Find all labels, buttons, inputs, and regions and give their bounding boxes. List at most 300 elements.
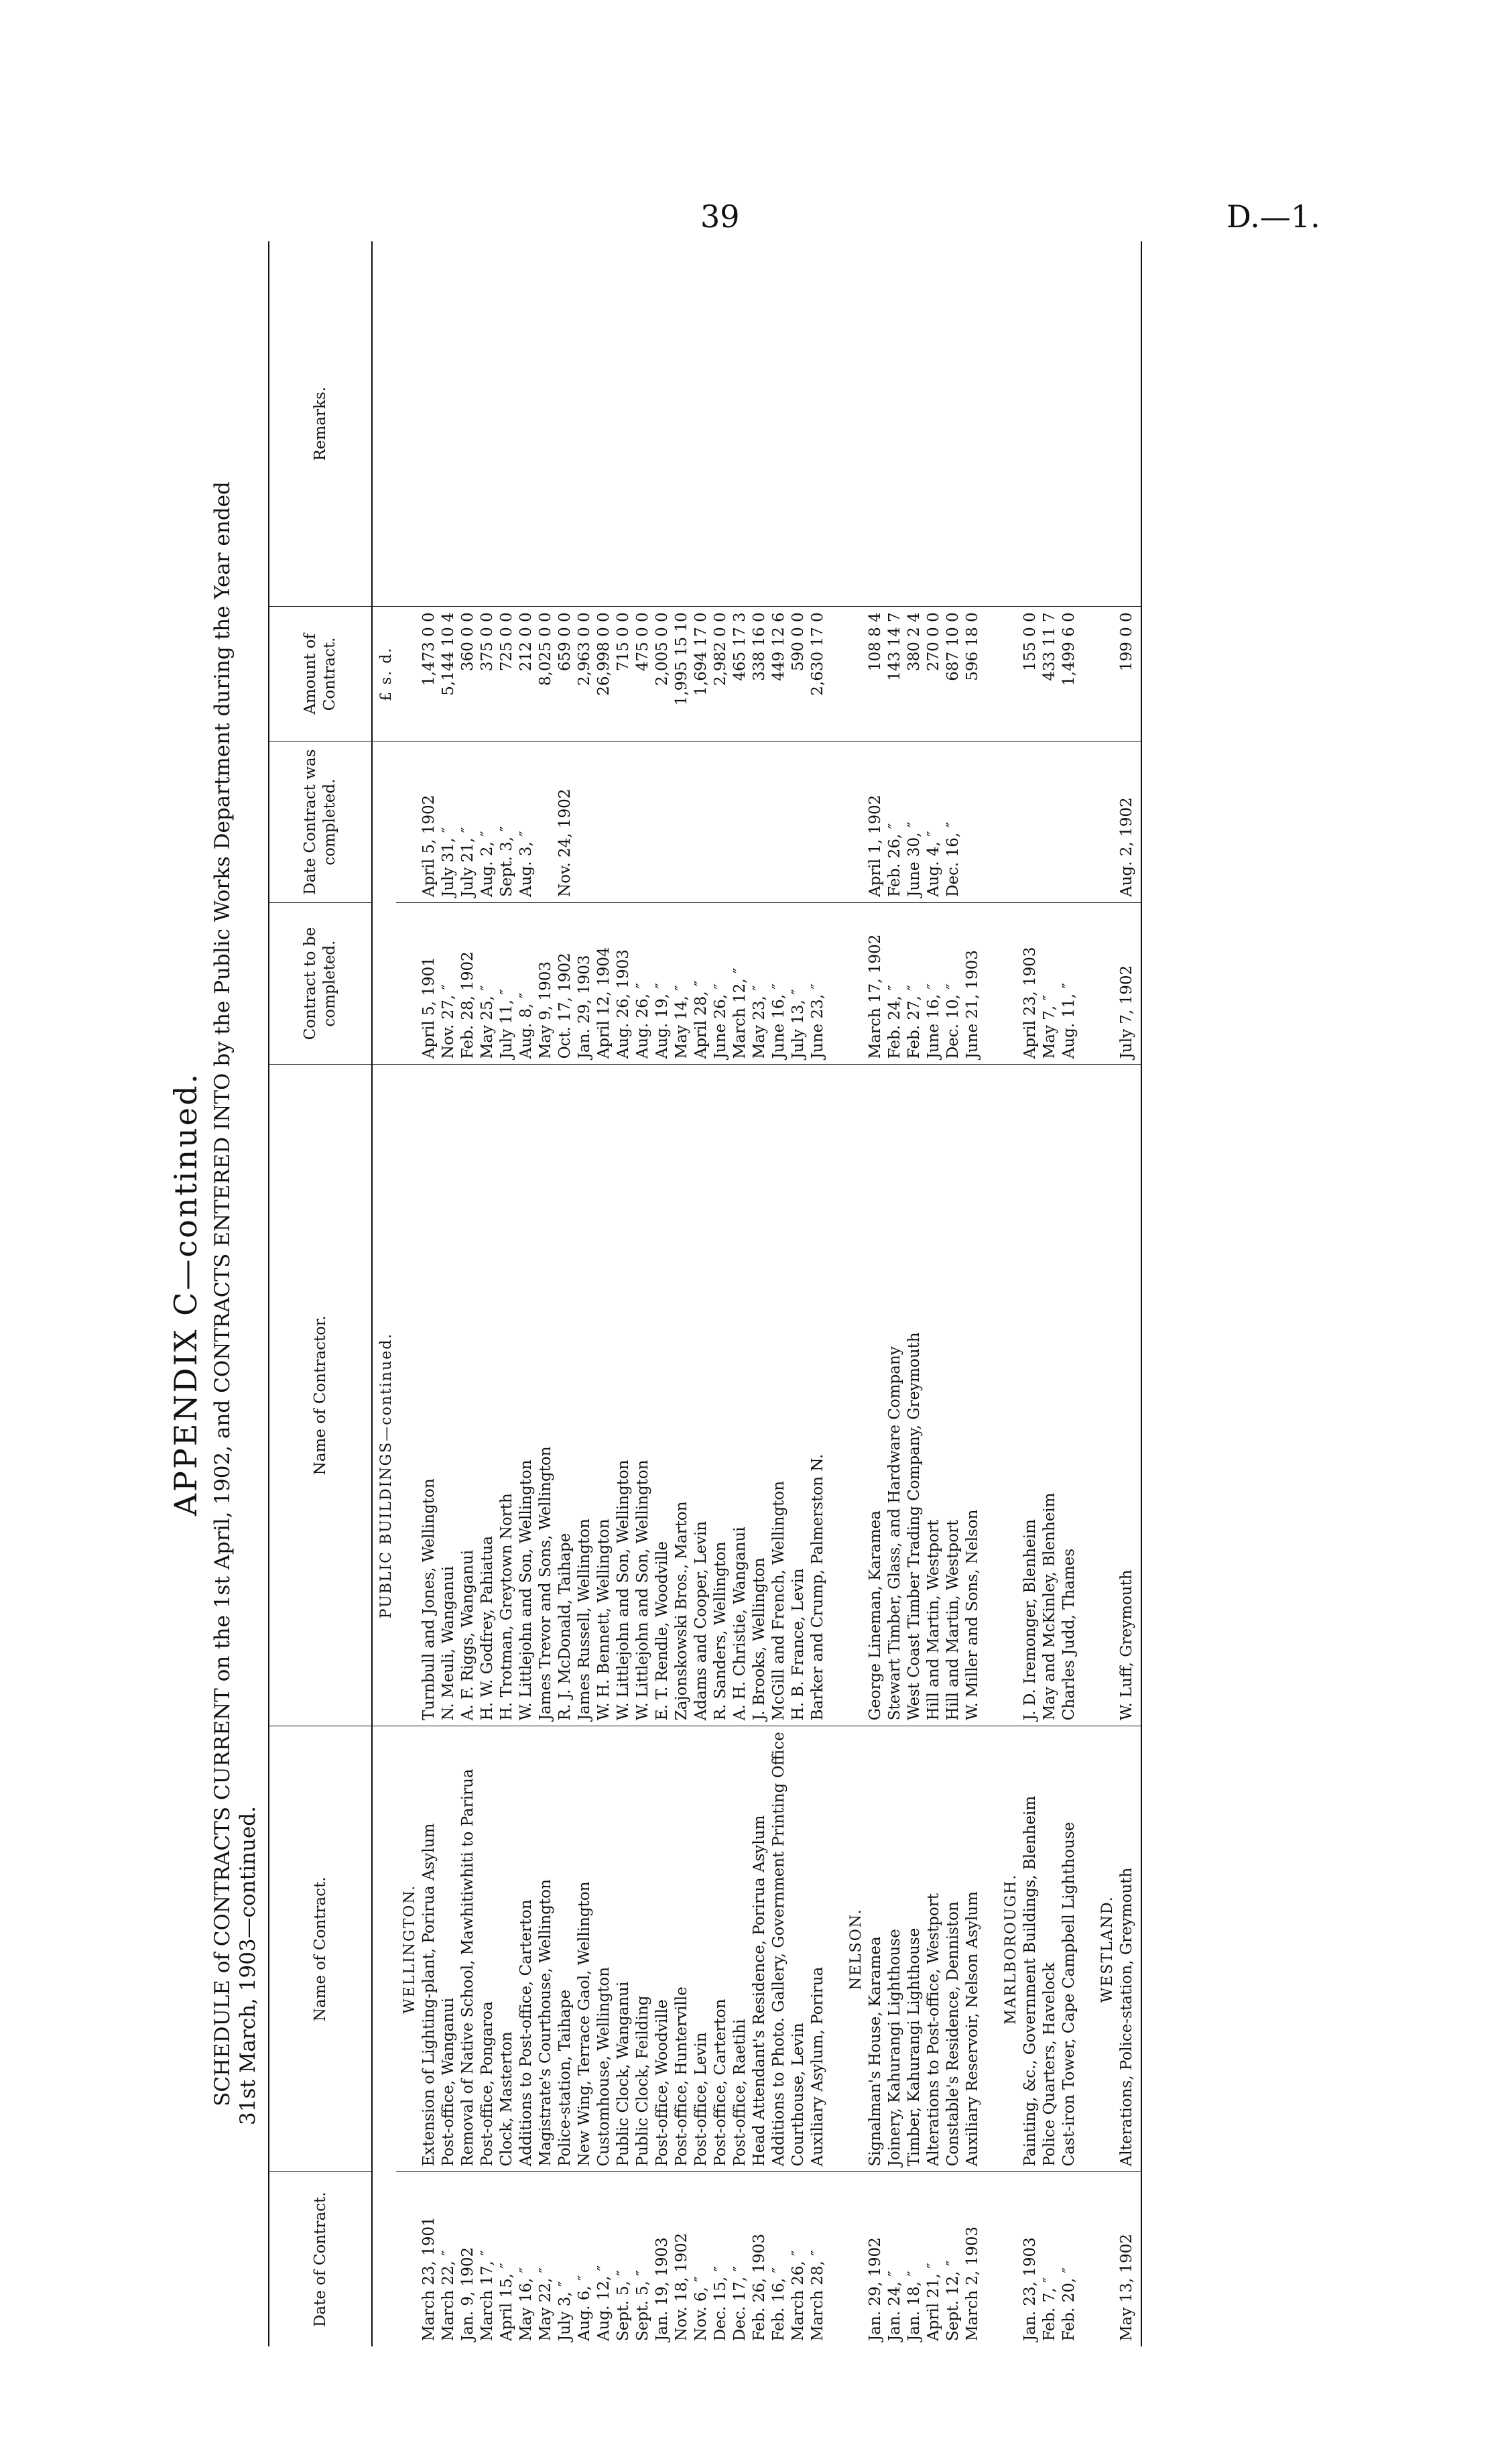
table-row [944,241,963,2346]
region-name: NELSON. [842,1726,866,2172]
to-be-completed: Aug. 8, ″ [517,902,536,1064]
contract-name: Post-office, Pongaroa [478,1726,497,2172]
date-completed: Feb. 26, ″ [885,741,905,902]
region-name: WELLINGTON. [396,1726,420,2172]
blank-cell [828,2172,842,2346]
to-be-completed: April 28, ″ [692,902,711,1064]
contract-date: Jan. 18, ″ [905,2271,923,2341]
blank-cell [1094,741,1117,902]
date-completed [614,741,633,902]
contractor-name: Hill and Martin, Westport [924,1065,944,1726]
remarks-cell [653,241,672,607]
contract-date: April 21, ″ [925,2263,942,2341]
date-completed [1021,741,1040,902]
contract-date: Sept. 5, ″ [615,2270,632,2341]
contract-amount: 5,144 10 4 [439,607,458,741]
contract-date: Feb. 7, ″ [1041,2277,1058,2341]
contract-date: Nov. 18, 1902 [673,2232,690,2341]
blank-cell [842,902,866,1064]
remarks-cell [575,241,594,607]
remarks-cell [497,241,517,607]
contractor-name: A. F. Riggs, Wanganui [458,1065,478,1726]
table-row [1117,241,1141,2346]
contractor-name: W. Littlejohn and Son, Wellington [614,1065,633,1726]
date-completed [692,741,711,902]
contract-name: Painting, &c., Government Buildings, Blenheim [1021,1726,1040,2172]
contractor-name: W. H. Bennett, Wellington [594,1065,614,1726]
contract-amount: 338 16 0 [750,607,769,741]
contract-date: Dec. 17, ″ [731,2265,749,2341]
table-row [420,241,439,2346]
blank-cell [997,2172,1021,2346]
table-row [769,241,789,2346]
table-row [672,241,692,2346]
blank-cell [1094,902,1117,1064]
date-completed [769,741,789,902]
blank-cell [983,2172,997,2346]
contract-amount: 596 18 0 [963,607,983,741]
remarks-cell [731,241,750,607]
remarks-cell [1021,241,1040,607]
date-completed [731,741,750,902]
contract-amount: 687 10 0 [944,607,963,741]
region-heading-row [842,241,866,2346]
contract-name: Post-office, Woodville [653,1726,672,2172]
contractor-name: R. Sanders, Wellington [711,1065,731,1726]
region-name: MARLBOROUGH. [997,1726,1021,2172]
contractor-name: Turnbull and Jones, Wellington [420,1065,439,1726]
contract-name: Signalman's House, Karamea [866,1726,885,2172]
contractor-name: H. W. Godfrey, Pahiatua [478,1065,497,1726]
blank-cell [828,1065,842,1726]
date-completed: July 21, ″ [458,741,478,902]
contract-date: March 23, 1901 [420,2216,438,2341]
contract-date: Aug. 12, ″ [595,2265,613,2341]
date-completed [575,741,594,902]
contract-amount: 26,998 0 0 [594,607,614,741]
appendix-heading: APPENDIX C—continued. [168,1071,204,1516]
remarks-cell [885,241,905,607]
remarks-cell [517,241,536,607]
contract-name: Customhouse, Wellington [594,1726,614,2172]
to-be-completed: April 5, 1901 [420,902,439,1064]
table-row [575,241,594,2346]
contractor-name: W. Littlejohn and Son, Wellington [633,1065,653,1726]
to-be-completed: April 23, 1903 [1021,902,1040,1064]
blank-cell [1094,1065,1117,1726]
date-completed [1060,741,1079,902]
table-row [866,241,885,2346]
remarks-cell [536,241,556,607]
blank-cell [842,2172,866,2346]
blank-cell [396,1065,420,1726]
date-completed: April 5, 1902 [420,741,439,902]
to-be-completed: Jan. 29, 1903 [575,902,594,1064]
remarks-cell [556,241,575,607]
to-be-completed: Feb. 27, ″ [905,902,924,1064]
contract-name: Cast-iron Tower, Cape Campbell Lighthouse [1060,1726,1079,2172]
to-be-completed: May 14, ″ [672,902,692,1064]
contract-name: Alterations to Post-office, Westport [924,1726,944,2172]
date-completed [653,741,672,902]
page-code: D.—1. [1226,198,1320,235]
contract-amount: 199 0 0 [1117,607,1141,741]
remarks-cell [692,241,711,607]
table-row [808,241,828,2346]
date-completed [963,741,983,902]
blank-cell [1079,741,1094,902]
to-be-completed: Aug. 26, ″ [633,902,653,1064]
blank-cell [828,607,842,741]
contract-amount: 1,499 6 0 [1060,607,1079,741]
contract-date: Jan. 19, 1903 [653,2237,671,2341]
contract-date: March 17, ″ [479,2250,496,2341]
remarks-cell [750,241,769,607]
contractor-name: W. Littlejohn and Son, Wellington [517,1065,536,1726]
table-row [963,241,983,2346]
contractor-name: J. D. Iremonger, Blenheim [1021,1065,1040,1726]
contract-date: May 22, ″ [537,2267,554,2341]
blank-cell [828,741,842,902]
contractor-name: N. Meuli, Wanganui [439,1065,458,1726]
table-row [517,241,536,2346]
contractor-name: Stewart Timber, Glass, and Hardware Company [885,1065,905,1726]
contractor-name: W. Miller and Sons, Nelson [963,1065,983,1726]
blank-cell [396,741,420,902]
table-row [497,241,517,2346]
remarks-cell [1040,241,1060,607]
schedule-heading-continued: 31st March, 1903—continued. [236,1806,260,2125]
blank-cell [828,902,842,1064]
spacer-row [828,241,842,2346]
contract-amount: 659 0 0 [556,607,575,741]
date-completed: June 30, ″ [905,741,924,902]
contract-amount: 590 0 0 [789,607,808,741]
remarks-cell [458,241,478,607]
to-be-completed: April 12, 1904 [594,902,614,1064]
blank-cell [396,2172,420,2346]
date-completed [808,741,828,902]
table-row [711,241,731,2346]
table-row [692,241,711,2346]
to-be-completed: Feb. 24, ″ [885,902,905,1064]
contractor-name: H. B. France, Levin [789,1065,808,1726]
blank-cell [396,607,420,741]
to-be-completed: Nov. 27, ″ [439,902,458,1064]
blank-cell [997,1065,1021,1726]
remarks-cell [439,241,458,607]
contractor-name: E. T. Rendle, Woodville [653,1065,672,1726]
contractor-name: H. Trotman, Greytown North [497,1065,517,1726]
contract-amount: 475 0 0 [633,607,653,741]
contract-amount: 8,025 0 0 [536,607,556,741]
contractor-name: R. J. McDonald, Taihape [556,1065,575,1726]
to-be-completed: Aug. 19, ″ [653,902,672,1064]
to-be-completed: June 21, 1903 [963,902,983,1064]
blank-cell [983,741,997,902]
date-completed [711,741,731,902]
date-completed: Aug. 4, ″ [924,741,944,902]
remarks-cell [478,241,497,607]
to-be-completed: March 17, 1902 [866,902,885,1064]
contractor-name: West Coast Timber Trading Company, Greymouth [905,1065,924,1726]
contractor-name: May and McKinley, Blenheim [1040,1065,1060,1726]
public-buildings-label: PUBLIC BUILDINGS—continued. [372,1065,396,1726]
table-row [478,241,497,2346]
remarks-cell [944,241,963,607]
contract-name: Extension of Lighting-plant, Porirua Asylum [420,1726,439,2172]
to-be-completed: Aug. 26, 1903 [614,902,633,1064]
col-completed: Date Contract was completed. [269,741,372,902]
contracts-table [268,241,1142,2346]
blank-cell [1079,1726,1094,2172]
contract-amount: 375 0 0 [478,607,497,741]
contract-amount: 725 0 0 [497,607,517,741]
section-heading-row [372,241,396,2346]
contract-date: Feb. 16, ″ [770,2267,788,2341]
col-remarks: Remarks. [269,241,372,607]
contract-amount: 212 0 0 [517,607,536,741]
contract-date: Jan. 24, ″ [886,2271,903,2341]
contract-amount: 2,963 0 0 [575,607,594,741]
to-be-completed: May 25, ″ [478,902,497,1064]
remarks-cell [924,241,944,607]
date-completed [750,741,769,902]
blank-cell [997,741,1021,902]
to-be-completed: May 9, 1903 [536,902,556,1064]
contract-amount: 143 14 7 [885,607,905,741]
contract-amount: 1,694 17 0 [692,607,711,741]
contract-name: Magistrate's Courthouse, Wellington [536,1726,556,2172]
table-row [905,241,924,2346]
contractor-name: Charles Judd, Thames [1060,1065,1079,1726]
table-row [885,241,905,2346]
blank-cell [1079,241,1094,607]
remarks-cell [633,241,653,607]
contract-date: March 2, 1903 [964,2226,981,2341]
table-row [1021,241,1040,2346]
contract-name: Additions to Photo. Gallery, Government Printing Office [769,1726,789,2172]
contractor-name: George Lineman, Karamea [866,1065,885,1726]
contract-amount: 270 0 0 [924,607,944,741]
remarks-cell [963,241,983,607]
col-contractor: Name of Contractor. [269,1065,372,1726]
blank-cell [372,241,396,607]
blank-cell [1079,607,1094,741]
contractor-name: J. Brooks, Wellington [750,1065,769,1726]
blank-cell [983,902,997,1064]
remarks-cell [614,241,633,607]
contract-amount: 465 17 3 [731,607,750,741]
contract-date: March 26, ″ [790,2250,807,2341]
contract-name: Post-office, Carterton [711,1726,731,2172]
to-be-completed: July 13, ″ [789,902,808,1064]
contract-name: Post-office, Hunterville [672,1726,692,2172]
date-completed: Sept. 3, ″ [497,741,517,902]
contract-name: Auxiliary Reservoir, Nelson Asylum [963,1726,983,2172]
blank-cell [372,1726,396,2346]
blank-cell [983,607,997,741]
table-row [556,241,575,2346]
blank-cell [983,1065,997,1726]
date-completed [594,741,614,902]
currency-label: £ s. d. [372,607,396,741]
contract-date: Jan. 9, 1902 [459,2247,477,2341]
to-be-completed: Oct. 17, 1902 [556,902,575,1064]
contract-date: Dec. 15, ″ [712,2265,729,2341]
date-completed [536,741,556,902]
remarks-cell [808,241,828,607]
contract-date: April 15, ″ [498,2263,515,2341]
contract-name: Public Clock, Feilding [633,1726,653,2172]
table-row [633,241,653,2346]
table-row [1040,241,1060,2346]
contract-name: Constable's Residence, Denniston [944,1726,963,2172]
schedule-heading: SCHEDULE of CONTRACTS CURRENT on the 1st April, 1902, and CONTRACTS ENTERED INTO by the Public Works Department during the Year ended [210,481,235,2106]
table-row [924,241,944,2346]
table-row [536,241,556,2346]
date-completed [672,741,692,902]
table-row [614,241,633,2346]
blank-cell [842,607,866,741]
contract-amount: 1,473 0 0 [420,607,439,741]
remarks-cell [672,241,692,607]
remarks-cell [420,241,439,607]
blank-cell [1094,241,1117,607]
contractor-name: James Trevor and Sons, Wellington [536,1065,556,1726]
blank-cell [842,241,866,607]
contract-date: Jan. 23, 1903 [1021,2237,1039,2341]
contract-name: Auxiliary Asylum, Porirua [808,1726,828,2172]
contractor-name: W. Luff, Greymouth [1117,1065,1141,1726]
region-heading-row [997,241,1021,2346]
contract-date: Feb. 26, 1903 [751,2233,768,2341]
contractor-name: Zajonskowski Bros., Marton [672,1065,692,1726]
contract-name: Public Clock, Wanganui [614,1726,633,2172]
blank-cell [396,902,420,1064]
table-row [458,241,478,2346]
blank-cell [1094,2172,1117,2346]
contract-date: May 13, 1902 [1117,2172,1141,2346]
remarks-cell [789,241,808,607]
contract-date: March 28, ″ [809,2250,826,2341]
blank-cell [372,741,396,1065]
contract-name: Post-office, Wanganui [439,1726,458,2172]
contract-name: Joinery, Kahurangi Lighthouse [885,1726,905,2172]
blank-cell [842,741,866,902]
date-completed: Aug. 3, ″ [517,741,536,902]
remarks-cell [905,241,924,607]
blank-cell [396,241,420,607]
contract-name: Head Attendant's Residence, Porirua Asylum [750,1726,769,2172]
contract-date: March 22, ″ [440,2250,457,2341]
to-be-completed: July 11, ″ [497,902,517,1064]
to-be-completed: Dec. 10, ″ [944,902,963,1064]
remarks-cell [769,241,789,607]
table-body [372,241,1141,2346]
blank-cell [828,1726,842,2172]
date-completed: July 31, ″ [439,741,458,902]
contractor-name: McGill and French, Wellington [769,1065,789,1726]
to-be-completed: May 23, ″ [750,902,769,1064]
date-completed: April 1, 1902 [866,741,885,902]
blank-cell [997,607,1021,741]
contractor-name: Barker and Crump, Palmerston N. [808,1065,828,1726]
col-date: Date of Contract. [269,2172,372,2346]
region-heading-row [396,241,420,2346]
contract-name: Clock, Masterton [497,1726,517,2172]
blank-cell [997,241,1021,607]
table-header-row [269,241,372,2346]
remarks-cell [866,241,885,607]
date-completed [633,741,653,902]
table-row [731,241,750,2346]
contract-date: Sept. 12, ″ [944,2260,962,2341]
region-heading-row [1094,241,1117,2346]
contract-date: May 16, ″ [517,2267,535,2341]
blank-cell [1079,2172,1094,2346]
contract-date: Sept. 5, ″ [634,2270,651,2341]
contract-name: Removal of Native School, Mawhitiwhiti to Parirua [458,1726,478,2172]
contract-name: Post-office, Raetihi [731,1726,750,2172]
contract-date: Jan. 29, 1902 [867,2237,884,2341]
contract-name: Post-office, Levin [692,1726,711,2172]
contract-amount: 380 2 4 [905,607,924,741]
blank-cell [1094,607,1117,741]
contractor-name: Adams and Cooper, Levin [692,1065,711,1726]
date-completed: Nov. 24, 1902 [556,741,575,902]
contract-date: Aug. 6, ″ [576,2275,593,2341]
contract-date: Feb. 20, ″ [1060,2267,1078,2341]
remarks-cell [1060,241,1079,607]
spacer-row [1079,241,1094,2346]
contract-amount: 433 11 7 [1040,607,1060,741]
contract-name: New Wing, Terrace Gaol, Wellington [575,1726,594,2172]
to-be-completed: June 16, ″ [769,902,789,1064]
blank-cell [997,902,1021,1064]
contract-date: July 3, ″ [556,2281,574,2341]
blank-cell [983,1726,997,2172]
table-row [653,241,672,2346]
contractor-name: James Russell, Wellington [575,1065,594,1726]
contract-name: Alterations, Police-station, Greymouth [1117,1726,1141,2172]
to-be-completed: July 7, 1902 [1117,902,1141,1064]
to-be-completed: Aug. 11, ″ [1060,902,1079,1064]
contract-amount: 715 0 0 [614,607,633,741]
contract-amount: 2,630 17 0 [808,607,828,741]
contract-name: Courthouse, Levin [789,1726,808,2172]
col-amount: Amount of Contract. [269,607,372,741]
contract-name: Timber, Kahurangi Lighthouse [905,1726,924,2172]
to-be-completed: June 26, ″ [711,902,731,1064]
remarks-cell [594,241,614,607]
remarks-cell [1117,241,1141,607]
to-be-completed: Feb. 28, 1902 [458,902,478,1064]
spacer-row [983,241,997,2346]
contract-amount: 449 12 6 [769,607,789,741]
table-row [439,241,458,2346]
rotated-sheet [161,241,1340,2346]
blank-cell [828,241,842,607]
contract-amount: 360 0 0 [458,607,478,741]
contract-amount: 2,982 0 0 [711,607,731,741]
table-row [594,241,614,2346]
blank-cell [1079,902,1094,1064]
to-be-completed: June 23, ″ [808,902,828,1064]
contractor-name: A. H. Christie, Wanganui [731,1065,750,1726]
contract-name: Police-station, Taihape [556,1726,575,2172]
region-name: WESTLAND. [1094,1726,1117,2172]
